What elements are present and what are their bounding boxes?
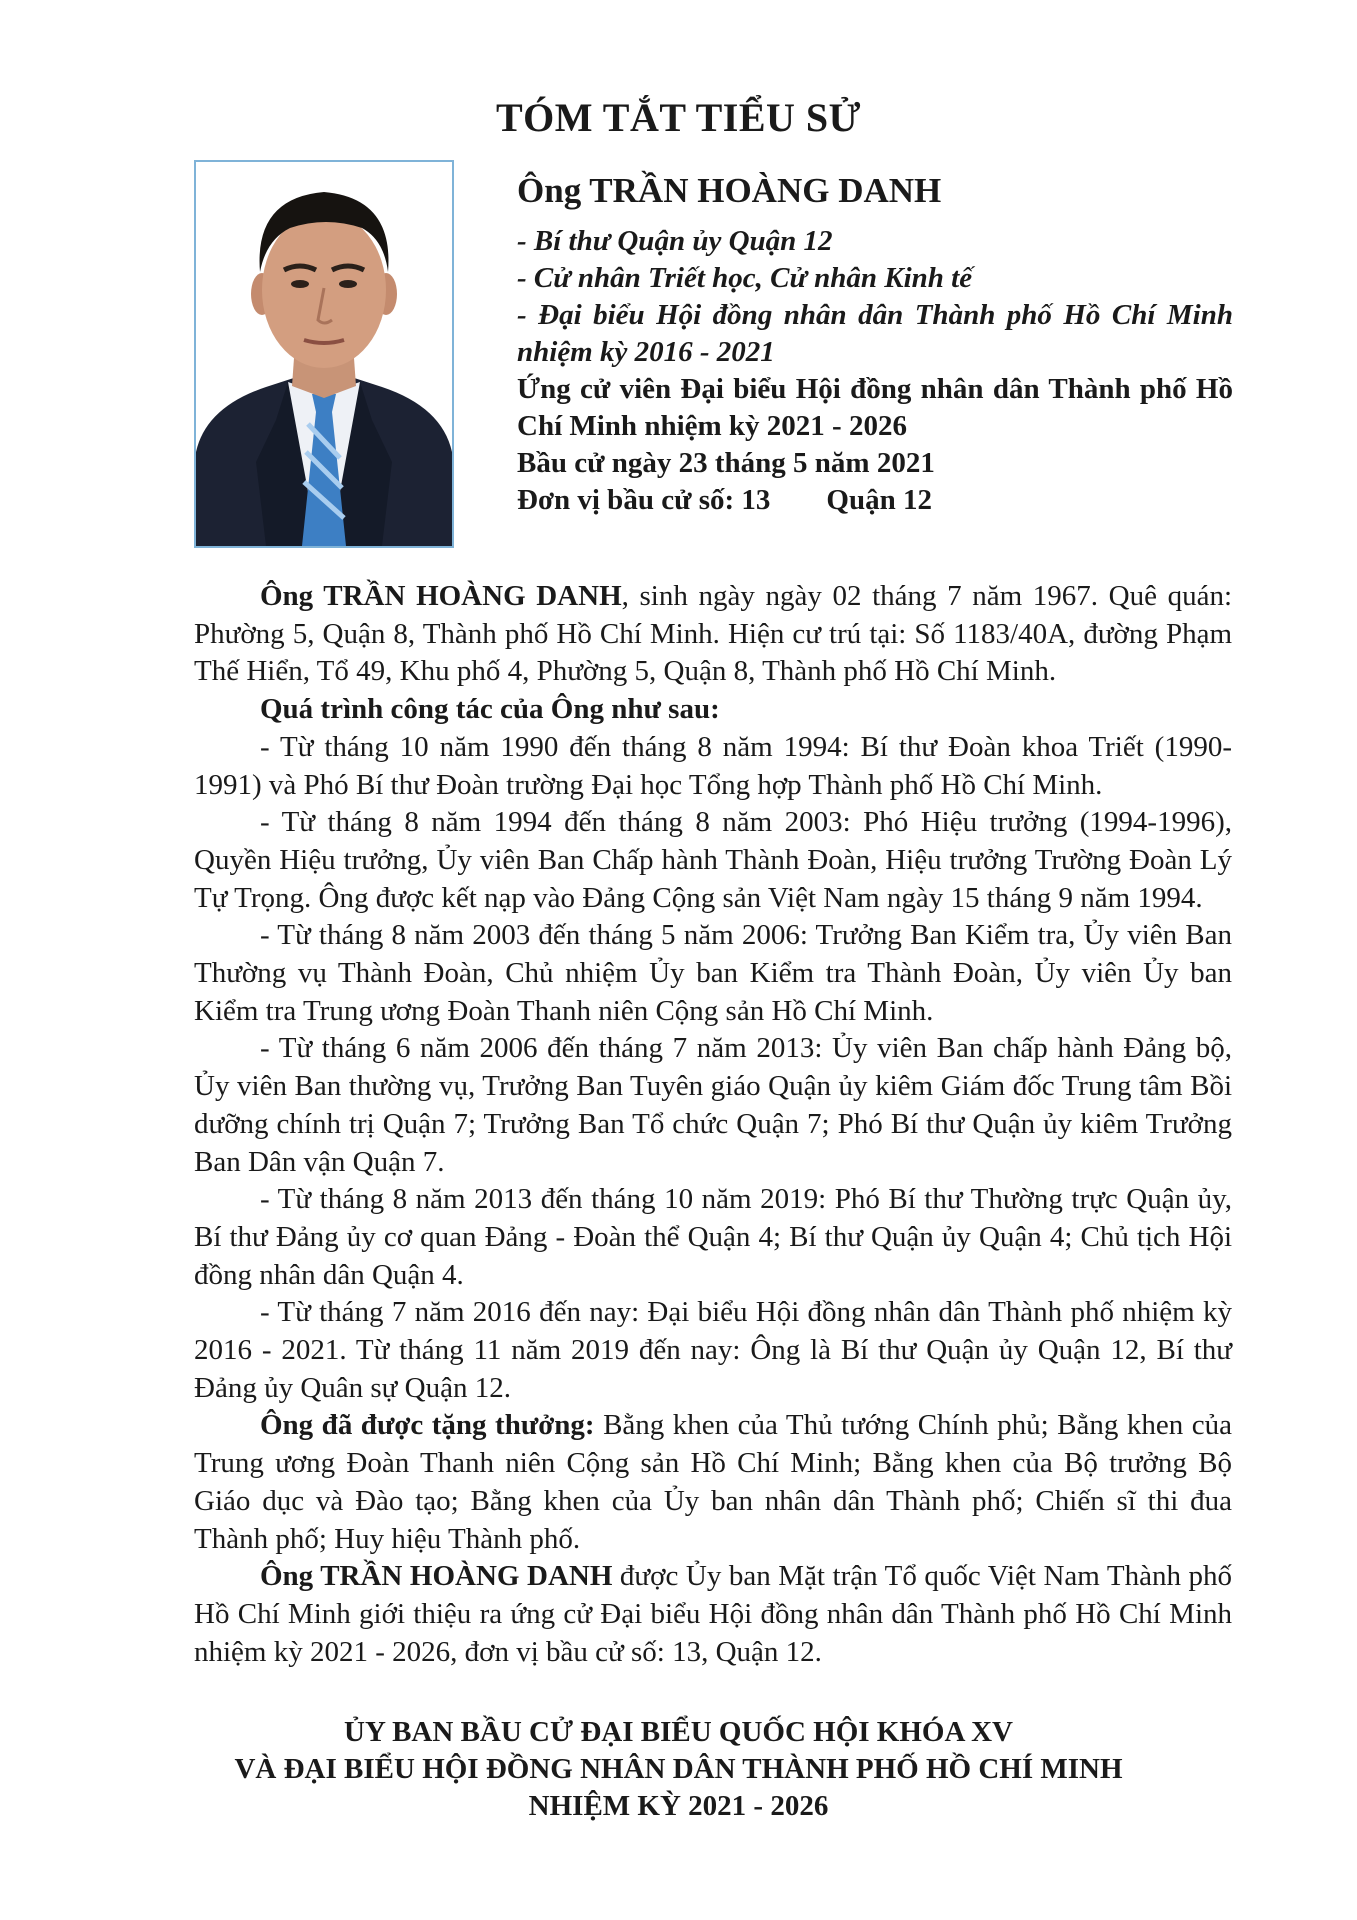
candidate-header — [517, 172, 1233, 519]
footer-line-1: ỦY BAN BẦU CỬ ĐẠI BIỂU QUỐC HỘI KHÓA XV — [344, 1716, 1013, 1748]
intro-paragraph — [194, 578, 1232, 691]
career-item: - Từ tháng 8 năm 2003 đến tháng 5 năm 2006: Trưởng Ban Kiểm tra, Ủy viên Ban Thường vụ Thành Đoàn, Chủ nhiệm Ủy ban Kiểm tra Thành Đoàn, Ủy viên Ủy ban Kiểm tra Trung ương Đoàn Thanh niên Cộng sản Hồ Chí Minh. — [194, 919, 1232, 1027]
portrait-illustration — [196, 162, 452, 546]
footer-line-3: NHIỆM KỲ 2021 - 2026 — [528, 1790, 829, 1822]
summary-item-delegate: - Đại biểu Hội đồng nhân dân Thành phố Hồ Chí Minh nhiệm kỳ 2016 - 2021 — [517, 299, 1233, 368]
career-item: - Từ tháng 7 năm 2016 đến nay: Đại biểu Hội đồng nhân dân Thành phố nhiệm kỳ 2016 - 2021. Từ tháng 11 năm 2019 đến nay: Ông là Bí thư Quận ủy Quận 12, Bí thư Đảng ủy Quân sự Quận 12. — [194, 1296, 1232, 1404]
career-item: - Từ tháng 8 năm 1994 đến tháng 8 năm 2003: Phó Hiệu trưởng (1994-1996), Quyền Hiệu trưởng, Ủy viên Ban Chấp hành Thành Đoàn, Hiệu trưởng Trường Đoàn Lý Tự Trọng. Ông được kết nạp vào Đảng Cộng sản Việt Nam ngày 15 tháng 9 năm 1994. — [194, 806, 1232, 914]
awards-text: Bằng khen của Thủ tướng Chính phủ; Bằng khen của Trung ương Đoàn Thanh niên Cộng sản Hồ Chí Minh; Bằng khen của Bộ trưởng Bộ Giáo dục và Đào tạo; Bằng khen của Ủy ban nhân dân Thành phố; Chiến sĩ thi đua Thành phố; Huy hiệu Thành phố. — [194, 1409, 1232, 1555]
intro-text: , sinh ngày ngày 02 tháng 7 năm 1967. Quê quán: Phường 5, Quận 8, Thành phố Hồ Chí Minh. Hiện cư trú tại: Số 1183/40A, đường Phạm Thế Hiển, Tổ 49, Khu phố 4, Phường 5, Quận 8, Thành phố Hồ Chí Minh. — [194, 580, 1233, 688]
document-title: TÓM TẮT TIỂU SỬ — [495, 95, 862, 140]
career-heading — [194, 691, 1232, 729]
awards-paragraph — [194, 1407, 1232, 1558]
electoral-unit-district: Quận 12 — [826, 484, 932, 516]
election-date: Bầu cử ngày 23 tháng 5 năm 2021 — [517, 447, 935, 479]
career-heading-text: Quá trình công tác của Ông như sau: — [260, 693, 720, 726]
closing-name: Ông TRẦN HOÀNG DANH — [260, 1560, 613, 1593]
career-item: - Từ tháng 10 năm 1990 đến tháng 8 năm 1994: Bí thư Đoàn khoa Triết (1990-1991) và Phó Bí thư Đoàn trường Đại học Tổng hợp Thành phố Hồ Chí Minh. — [194, 730, 1232, 801]
footer-line-2: VÀ ĐẠI BIỂU HỘI ĐỒNG NHÂN DÂN THÀNH PHỐ HỒ CHÍ MINH — [234, 1753, 1123, 1785]
issuer-footer — [0, 1714, 1357, 1825]
summary-item-education: - Cử nhân Triết học, Cử nhân Kinh tế — [517, 262, 973, 294]
closing-paragraph — [194, 1558, 1232, 1671]
closing-text: được Ủy ban Mặt trận Tổ quốc Việt Nam Thành phố Hồ Chí Minh giới thiệu ra ứng cử Đại biểu Hội đồng nhân dân Thành phố Hồ Chí Minh nhiệm kỳ 2021 - 2026, đơn vị bầu cử số: 13, Quận 12. — [194, 1560, 1232, 1668]
career-item: - Từ tháng 8 năm 2013 đến tháng 10 năm 2019: Phó Bí thư Thường trực Quận ủy, Bí thư Đảng ủy cơ quan Đảng - Đoàn thể Quận 4; Bí thư Quận ủy Quận 4; Chủ tịch Hội đồng nhân dân Quận 4. — [194, 1183, 1232, 1291]
electoral-unit — [517, 482, 1233, 519]
biography-body — [194, 578, 1232, 1671]
candidate-line: Ứng cử viên Đại biểu Hội đồng nhân dân Thành phố Hồ Chí Minh nhiệm kỳ 2021 - 2026 — [517, 373, 1233, 442]
career-item: - Từ tháng 6 năm 2006 đến tháng 7 năm 2013: Ủy viên Ban chấp hành Đảng bộ, Ủy viên Ban thường vụ, Trưởng Ban Tuyên giáo Quận ủy kiêm Giám đốc Trung tâm Bồi dưỡng chính trị Quận 7; Trưởng Ban Tổ chức Quận 7; Phó Bí thư Quận ủy kiêm Trưởng Ban Dân vận Quận 7. — [194, 1032, 1232, 1178]
awards-label: Ông đã được tặng thưởng: — [260, 1409, 595, 1442]
portrait-photo — [194, 160, 454, 548]
intro-name: Ông TRẦN HOÀNG DANH — [260, 580, 622, 612]
summary-item-position: - Bí thư Quận ủy Quận 12 — [517, 225, 833, 257]
candidate-name: Ông TRẦN HOÀNG DANH — [517, 171, 942, 210]
electoral-unit-number: Đơn vị bầu cử số: 13 — [517, 484, 771, 516]
